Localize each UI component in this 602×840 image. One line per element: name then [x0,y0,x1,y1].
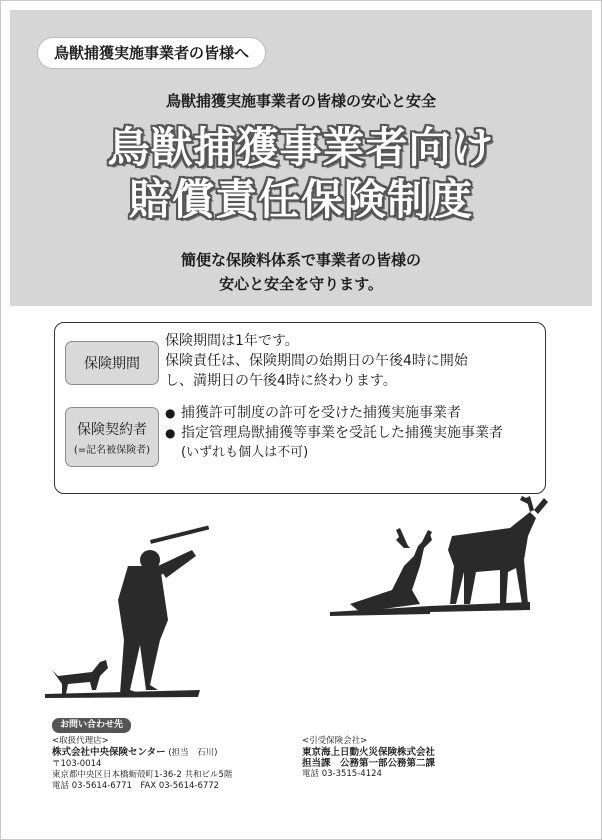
period-text [165,331,535,391]
agent-person: (担当 石川) [168,748,218,758]
tagline [0,248,602,296]
insured-label [65,407,159,467]
agent-postal: 〒103-0014 [52,759,102,769]
main-title [0,122,602,226]
period-line-2: 保険責任は、保険期間の始期日の午後4時に開始 [165,353,468,369]
info-box [54,322,546,494]
insured-item-2: ● 指定管理鳥獣捕獲等事業を受託した捕獲実施事業者 [165,423,537,443]
tagline-line-2: 安心と安全を守ります。 [219,275,383,293]
insurer-company: 東京海上日動火災保険株式会社 [302,747,436,758]
agent-company: 株式会社中央保険センター [52,747,166,758]
title-line-2: 賠償責任保険制度 [128,175,473,224]
period-line-1: 保険期間は1年です。 [165,333,299,349]
agent-address: 東京都中央区日本橋蛎殻町1-36-2 共和ビル5階 [52,770,233,780]
period-label-text: 保険期間 [84,356,140,372]
insured-item-1: ● 捕獲許可制度の許可を受けた捕獲実施事業者 [165,403,537,423]
contact-badge: お問い合わせ先 [52,718,131,733]
period-line-3: し、満期日の午後4時に終わります。 [165,373,397,389]
insured-label-text: 保険契約者 [77,421,147,438]
agent-block [52,736,232,792]
insurer-phone: 電話 03-3515-4124 [302,769,382,779]
tagline-line-1: 簡便な保険料体系で事業者の皆様の [180,251,421,269]
period-label [65,341,159,385]
insurer-heading: <引受保険会社> [302,736,368,746]
insured-list [165,403,537,463]
agent-phone: 電話 03-5614-6771 FAX 03-5614-6772 [52,781,220,791]
addressee-badge: 鳥獣捕獲実施事業者の皆様へ [38,38,265,68]
insured-sublabel: (=記名被保険者) [73,444,151,456]
insurer-block [302,736,435,780]
title-line-1: 鳥獣捕獲事業者向け [107,123,495,172]
agent-heading: <取扱代理店> [52,736,109,746]
insurer-department: 担当課 公務第一部公務第二課 [302,758,436,769]
insured-note: (いずれも個人は不可) [181,445,309,460]
kicker-text: 鳥獣捕獲実施事業者の皆様の安心と安全 [165,92,436,110]
